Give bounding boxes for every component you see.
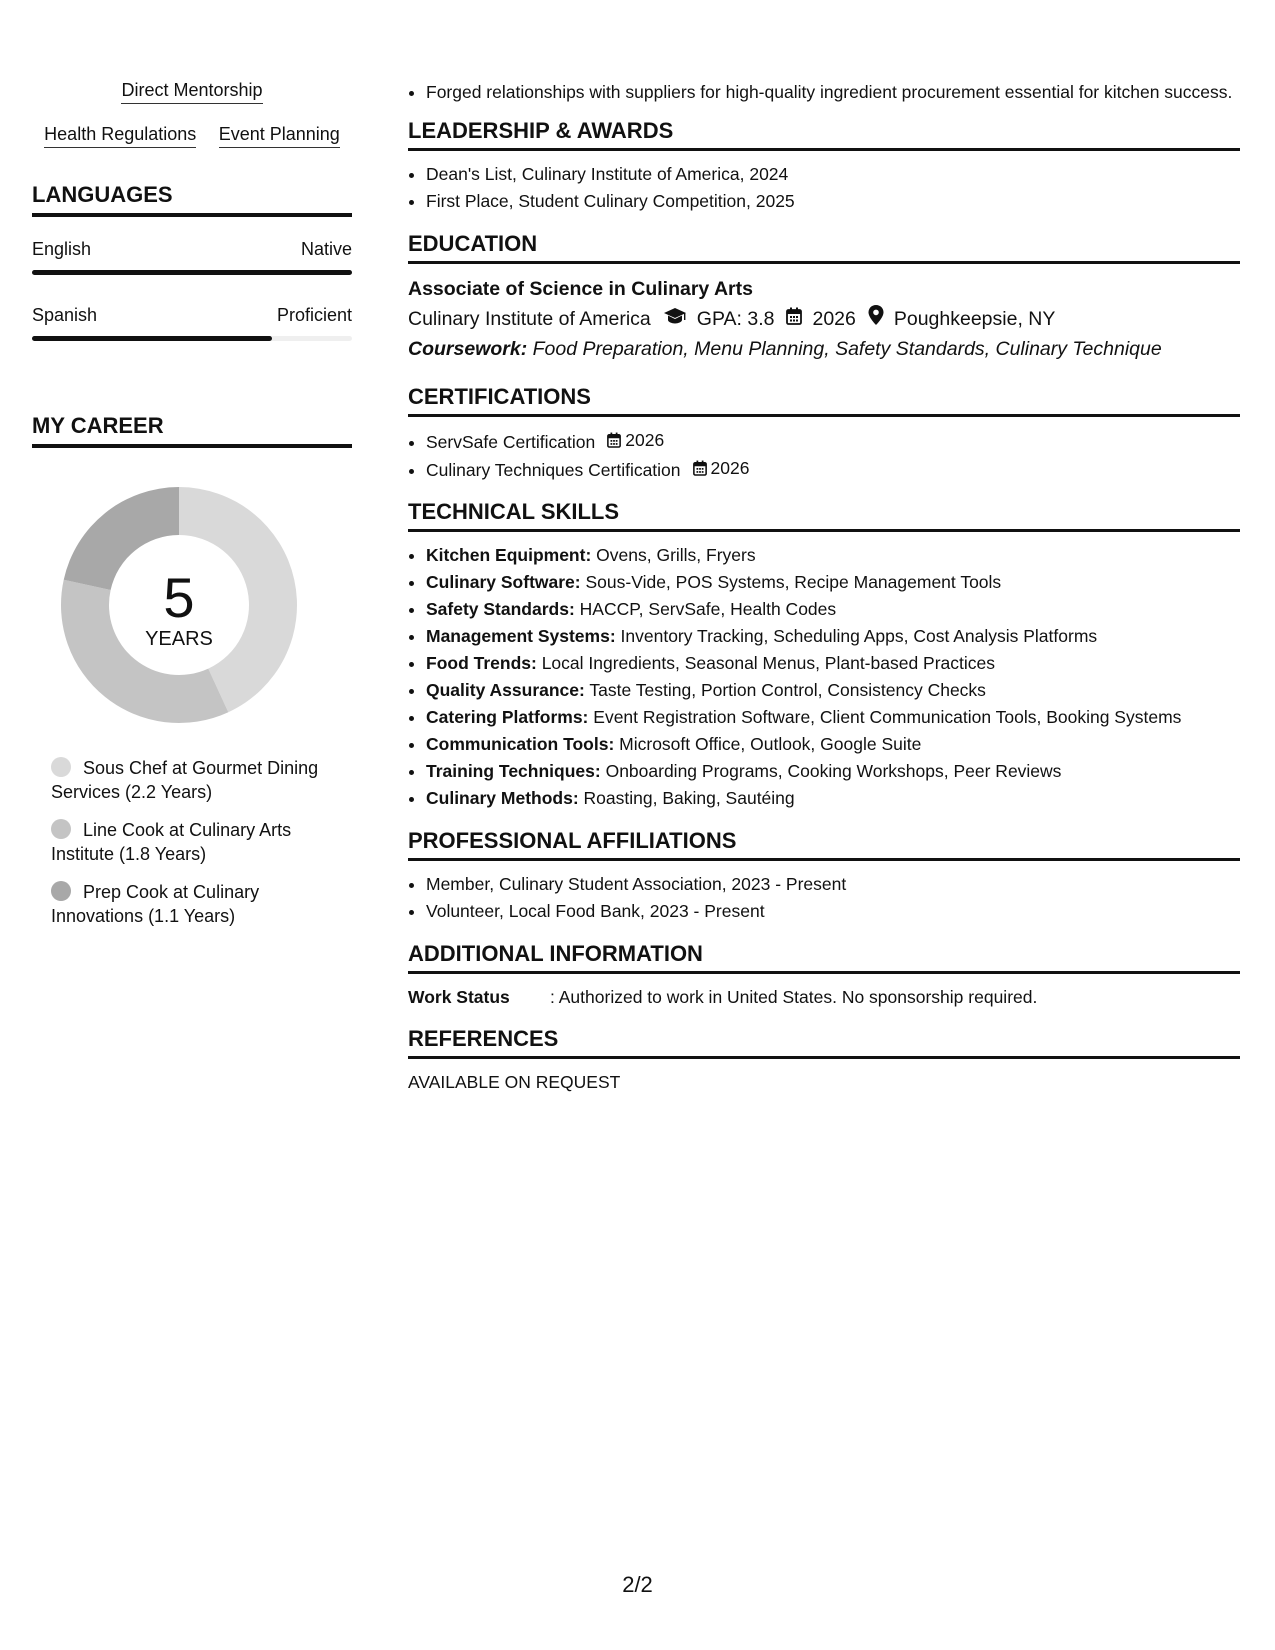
right-column — [408, 80, 1240, 1107]
career-total-number: 5 — [163, 566, 195, 629]
coursework-label: Coursework: — [408, 338, 528, 360]
certification-item — [426, 427, 1240, 455]
skill-label: Culinary Software: — [426, 572, 581, 592]
tag-direct-mentorship: Direct Mentorship — [121, 80, 262, 104]
skill-value: Ovens, Grills, Fryers — [596, 545, 756, 565]
leadership-item: • Dean's List, Culinary Institute of America, 2024 — [426, 161, 1240, 188]
tag-row-1 — [32, 80, 352, 104]
references-section — [408, 1026, 1240, 1095]
skill-label: Quality Assurance: — [426, 680, 585, 700]
legend-dot — [51, 757, 71, 777]
skill-value: Roasting, Baking, Sautéing — [583, 788, 795, 808]
skill-item — [426, 623, 1240, 650]
career-donut-center — [56, 482, 302, 728]
certifications-section — [408, 384, 1240, 483]
page-number: 2/2 — [622, 1572, 653, 1597]
education-school: Culinary Institute of America — [408, 308, 651, 330]
skill-item — [426, 542, 1240, 569]
skill-item — [426, 704, 1240, 731]
skill-value: Taste Testing, Portion Control, Consistency Checks — [589, 680, 986, 700]
skill-value: Event Registration Software, Client Communication Tools, Booking Systems — [593, 707, 1182, 727]
skill-item — [426, 596, 1240, 623]
skill-label: Food Trends: — [426, 653, 537, 673]
skill-tags — [32, 80, 352, 148]
experience-continuation — [408, 80, 1240, 104]
career-legend-item — [51, 818, 351, 866]
career-legend-item — [51, 880, 351, 928]
skill-value: Inventory Tracking, Scheduling Apps, Cost Analysis Platforms — [620, 626, 1098, 646]
language-bar — [32, 336, 352, 341]
education-location: Poughkeepsie, NY — [893, 308, 1056, 330]
education-details — [408, 304, 1240, 334]
calendar-icon — [607, 432, 621, 448]
skill-item — [426, 677, 1240, 704]
work-status-row — [408, 984, 1240, 1010]
certification-item — [426, 455, 1240, 483]
tag-row-2 — [32, 124, 352, 148]
left-column — [32, 80, 352, 942]
skill-label: Kitchen Equipment: — [426, 545, 592, 565]
skill-value: Sous-Vide, POS Systems, Recipe Management Tools — [585, 572, 1002, 592]
leadership-item: • First Place, Student Culinary Competition, 2025 — [426, 188, 1240, 215]
calendar-icon — [693, 460, 707, 476]
additional-info-title: ADDITIONAL INFORMATION — [408, 941, 1240, 974]
language-name: Spanish — [32, 305, 98, 325]
legend-dot — [51, 819, 71, 839]
skill-label: Management Systems: — [426, 626, 616, 646]
skill-label: Communication Tools: — [426, 734, 615, 754]
career-legend — [51, 756, 351, 928]
certification-name: Culinary Techniques Certification — [426, 460, 681, 480]
work-status-label: Work Status — [408, 987, 510, 1007]
location-pin-icon — [868, 304, 884, 334]
leadership-title: LEADERSHIP & AWARDS — [408, 118, 1240, 151]
education-gpa: GPA: 3.8 — [696, 308, 775, 330]
skill-value: Local Ingredients, Seasonal Menus, Plant-based Practices — [541, 653, 996, 673]
skill-item — [426, 758, 1240, 785]
affiliations-title: PROFESSIONAL AFFILIATIONS — [408, 828, 1240, 861]
legend-label: Line Cook at Culinary Arts Institute (1.8 Years) — [51, 820, 292, 864]
additional-info-section — [408, 941, 1240, 1010]
skill-item — [426, 569, 1240, 596]
references-value: AVAILABLE ON REQUEST — [408, 1072, 621, 1092]
skill-item — [426, 785, 1240, 812]
tag-event-planning: Event Planning — [219, 124, 340, 148]
career-total-unit: YEARS — [145, 628, 213, 650]
languages-title: LANGUAGES — [32, 182, 352, 217]
references-title: REFERENCES — [408, 1026, 1240, 1059]
legend-label: Sous Chef at Gourmet Dining Services (2.2 Years) — [51, 758, 319, 802]
technical-skills-section — [408, 499, 1240, 812]
graduation-cap-icon — [663, 304, 687, 334]
language-level: Proficient — [276, 305, 352, 325]
language-item — [32, 305, 352, 341]
affiliation-item: • Volunteer, Local Food Bank, 2023 - Present — [426, 898, 1240, 925]
skill-label: Catering Platforms: — [426, 707, 589, 727]
language-level: Native — [300, 239, 352, 259]
skill-label: Training Techniques: — [426, 761, 601, 781]
career-donut — [56, 482, 302, 728]
calendar-icon — [786, 304, 802, 334]
language-name: English — [32, 239, 92, 259]
technical-skills-title: TECHNICAL SKILLS — [408, 499, 1240, 532]
affiliation-item: • Member, Culinary Student Association, 2023 - Present — [426, 871, 1240, 898]
certifications-title: CERTIFICATIONS — [408, 384, 1240, 417]
career-legend-item — [51, 756, 351, 804]
career-section — [32, 413, 352, 928]
tag-health-regulations: Health Regulations — [44, 124, 196, 148]
language-item — [32, 239, 352, 275]
education-section — [408, 231, 1240, 364]
work-status-value: : Authorized to work in United States. No sponsorship required. — [550, 987, 1038, 1007]
certification-year: 2026 — [625, 430, 665, 450]
language-bar-fill — [32, 336, 272, 341]
language-bar-fill — [32, 270, 352, 275]
skill-value: Microsoft Office, Outlook, Google Suite — [619, 734, 922, 754]
skill-value: Onboarding Programs, Cooking Workshops, Peer Reviews — [605, 761, 1062, 781]
skill-label: Safety Standards: — [426, 599, 575, 619]
education-year: 2026 — [812, 308, 856, 330]
certification-year: 2026 — [710, 458, 750, 478]
legend-dot — [51, 881, 71, 901]
education-coursework — [408, 334, 1240, 364]
education-title: EDUCATION — [408, 231, 1240, 264]
coursework-value: Food Preparation, Menu Planning, Safety Standards, Culinary Technique — [532, 338, 1162, 360]
certification-name: ServSafe Certification — [426, 432, 596, 452]
skill-item — [426, 650, 1240, 677]
career-title: MY CAREER — [32, 413, 352, 448]
skill-label: Culinary Methods: — [426, 788, 579, 808]
experience-bullet: • Forged relationships with suppliers for high-quality ingredient procurement essential for kitchen success. — [426, 80, 1240, 104]
language-bar — [32, 270, 352, 275]
skill-value: HACCP, ServSafe, Health Codes — [579, 599, 837, 619]
legend-label: Prep Cook at Culinary Innovations (1.1 Years) — [51, 882, 260, 926]
affiliations-section — [408, 828, 1240, 925]
languages-section — [32, 182, 352, 341]
education-degree: Associate of Science in Culinary Arts — [408, 278, 753, 300]
leadership-section — [408, 118, 1240, 215]
skill-item — [426, 731, 1240, 758]
